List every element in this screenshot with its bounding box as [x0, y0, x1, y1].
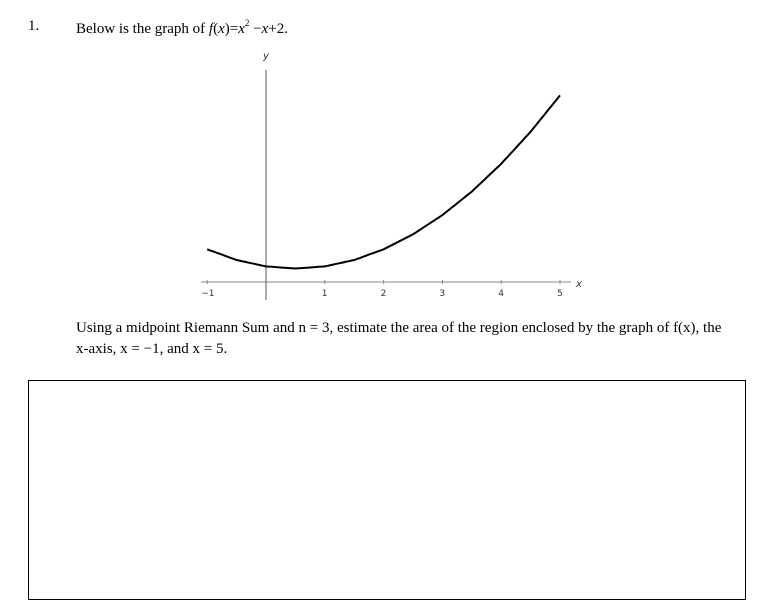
function-variable: x: [218, 21, 225, 37]
x-tick-label: 4: [498, 289, 504, 299]
x-axis-ticks: [201, 280, 563, 299]
x-tick-label: 5: [557, 289, 563, 299]
question-body: Using a midpoint Riemann Sum and n = 3, estimate the area of the region enclosed by the graph of f(x), the x-axis, x = −1, and x = 5.: [76, 320, 722, 357]
x-tick-label: −1: [201, 289, 215, 299]
question-statement: Below is the graph of $f(x)=x^2 -x+2$.: [76, 18, 288, 37]
term-x: x: [238, 21, 245, 37]
y-axis-label: y: [263, 51, 269, 62]
answer-box[interactable]: [28, 380, 746, 600]
function-formula: f: [208, 21, 214, 37]
x-tick-label: 1: [321, 289, 328, 299]
x-axis-label: x: [576, 279, 582, 290]
question-number: 1.: [28, 18, 40, 34]
exponent: 2: [244, 18, 250, 28]
x-tick-label: 2: [380, 289, 387, 299]
function-curve: [207, 95, 560, 268]
term-linear: x: [261, 21, 269, 37]
question-intro-text: Below is the graph of: [76, 21, 206, 37]
x-tick-label: 3: [439, 289, 446, 299]
